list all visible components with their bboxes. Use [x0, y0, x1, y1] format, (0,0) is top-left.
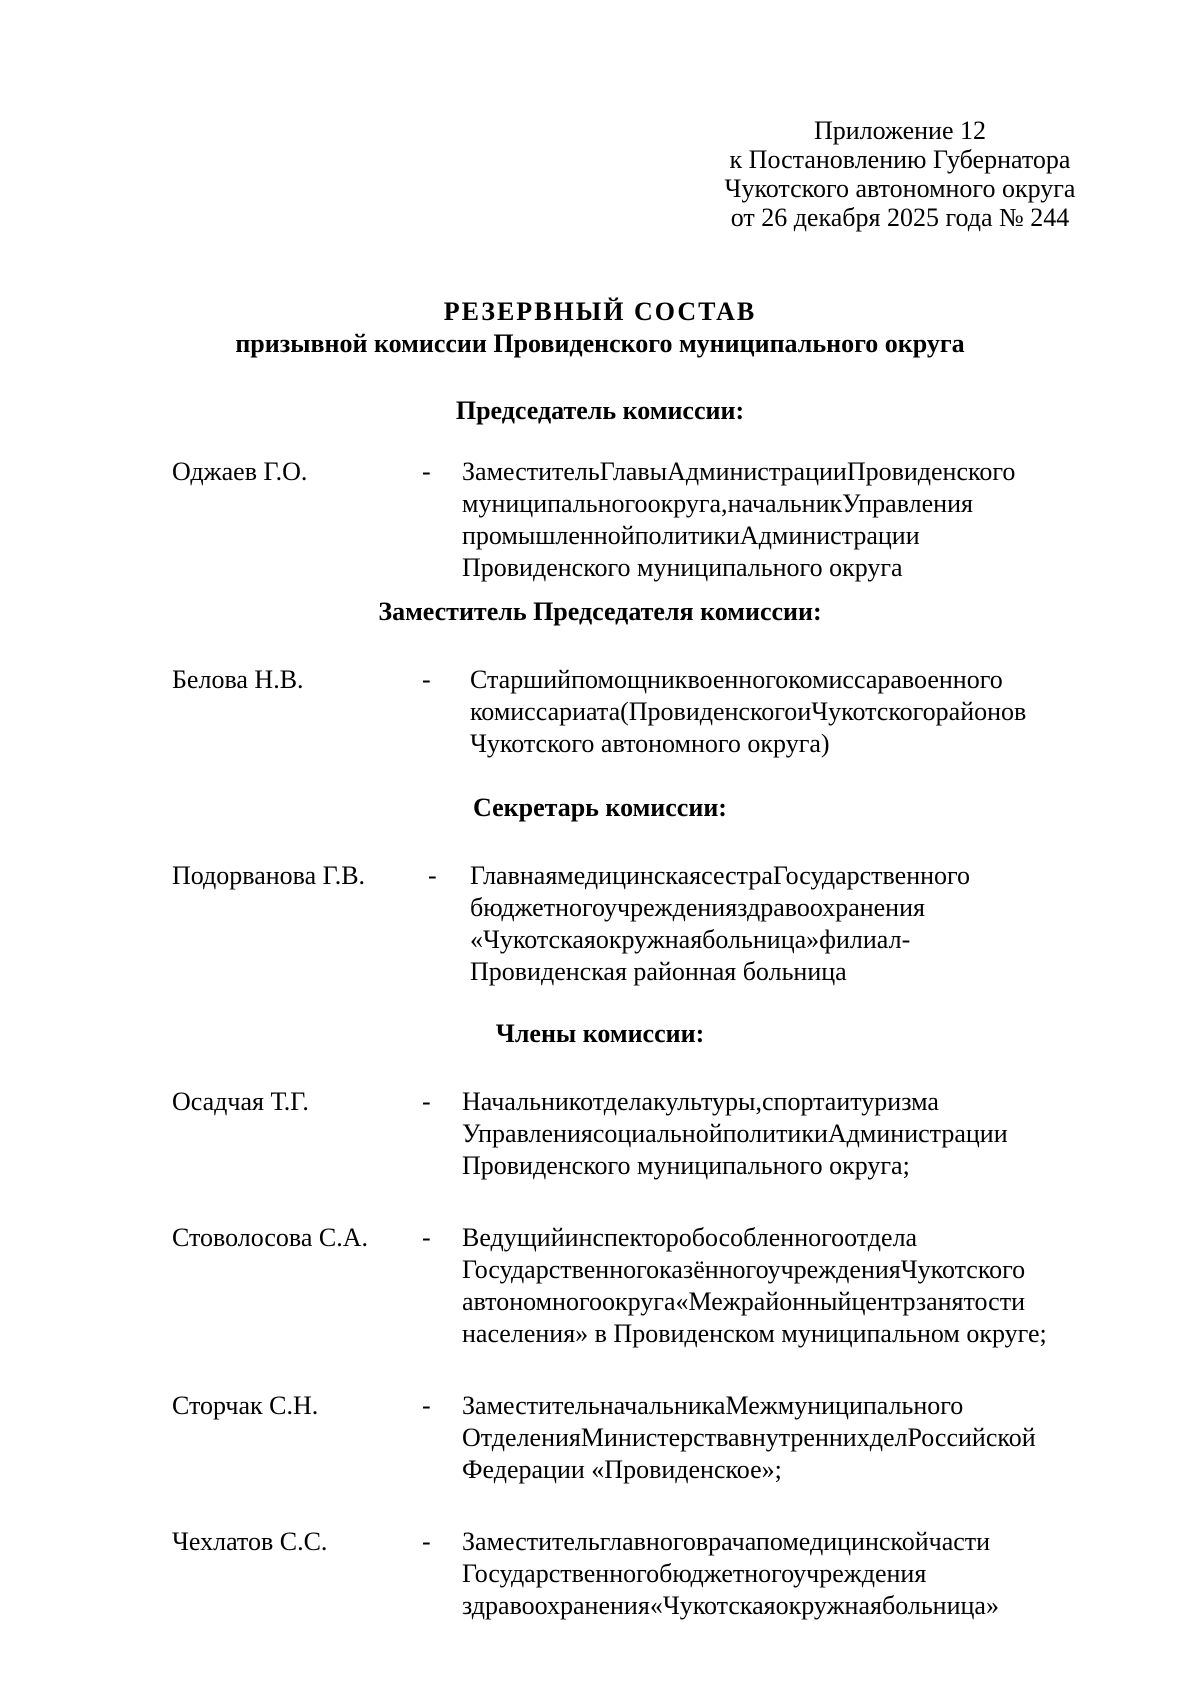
position-line: Провиденская районная больница	[470, 957, 847, 986]
member-position	[462, 1390, 1137, 1486]
appendix-header	[720, 116, 1080, 232]
member-name: Чехлатов С.С.	[172, 1527, 328, 1556]
position-line: ГосударственногоказённогоучрежденияЧукотского	[462, 1255, 1026, 1284]
member-name: Подорванова Г.В.	[172, 861, 366, 890]
member-name: Сторчак С.Н.	[172, 1391, 319, 1420]
appendix-ref: к Постановлению Губернатора	[729, 145, 1071, 174]
position-line: ГлавнаямедицинскаясестраГосударственного	[470, 861, 971, 890]
position-line: промышленнойполитикиАдминистрации	[462, 521, 920, 550]
position-line: Чукотского автономного округа)	[470, 729, 830, 758]
title-main: РЕЗЕРВНЫЙ СОСТАВ	[443, 297, 757, 326]
position-line: «Чукотскаяокружнаябольница»филиал-	[470, 925, 911, 954]
section-deputy: Заместитель Председателя комиссии:	[378, 597, 822, 626]
member-name: Белова Н.В.	[172, 665, 304, 694]
member-position	[470, 860, 1137, 988]
position-line: Федерации «Провиденское»;	[462, 1455, 782, 1484]
dash: -	[422, 1527, 431, 1556]
section-chair: Председатель комиссии:	[455, 396, 745, 425]
position-line: муниципальногоокруга,начальникУправления	[462, 489, 973, 518]
dash: -	[428, 861, 437, 890]
position-line: ЗаместительГлавыАдминистрацииПровиденского	[462, 457, 1016, 486]
position-line: ОтделенияМинистерствавнутреннихделРоссийской	[462, 1423, 1036, 1452]
title-sub: призывной комиссии Провиденского муниципального округа	[235, 329, 965, 358]
position-line: Провиденского муниципального округа;	[462, 1151, 910, 1180]
section-members: Члены комиссии:	[495, 1019, 705, 1048]
member-position	[462, 456, 1122, 584]
position-line: Старшийпомощниквоенногокомиссаравоенного	[470, 665, 1003, 694]
member-position	[470, 664, 1122, 760]
member-position	[462, 1086, 1137, 1182]
member-name: Стоволосова С.А.	[172, 1223, 369, 1252]
dash: -	[422, 1391, 431, 1420]
position-line: населения» в Провиденском муниципальном округе;	[462, 1319, 1047, 1348]
position-line: УправлениясоциальнойполитикиАдминистрации	[462, 1119, 1008, 1148]
section-secretary: Секретарь комиссии:	[473, 793, 727, 822]
position-line: Государственногобюджетногоучреждения	[462, 1559, 927, 1588]
position-line: комиссариата(ПровиденскогоиЧукотскогорайонов	[470, 697, 1027, 726]
document-title	[0, 296, 1200, 360]
position-line: автономногоокруга«Межрайонныйцентрзанятости	[462, 1287, 1025, 1316]
member-position	[462, 1222, 1137, 1350]
appendix-region: Чукотского автономного округа	[724, 174, 1076, 203]
position-line: ЗаместительначальникаМежмуниципального	[462, 1391, 964, 1420]
position-line: Начальникотделакультуры,спортаитуризма	[462, 1087, 939, 1116]
position-line: Ведущийинспекторобособленногоотдела	[462, 1223, 918, 1252]
position-line: Провиденского муниципального округа	[462, 553, 903, 582]
appendix-date: от 26 декабря 2025 года № 244	[730, 203, 1070, 232]
position-line: бюджетногоучрежденияздравоохранения	[470, 893, 925, 922]
member-position	[462, 1526, 1137, 1622]
dash: -	[422, 665, 431, 694]
dash: -	[422, 1087, 431, 1116]
position-line: Заместительглавноговрачапомедицинскойчасти	[462, 1527, 991, 1556]
position-line: здравоохранения«Чукотскаяокружнаябольница»	[462, 1591, 999, 1620]
dash: -	[422, 457, 431, 486]
member-name: Оджаев Г.О.	[172, 457, 308, 486]
appendix-number: Приложение 12	[813, 116, 987, 145]
dash: -	[422, 1223, 431, 1252]
member-name: Осадчая Т.Г.	[172, 1087, 309, 1116]
